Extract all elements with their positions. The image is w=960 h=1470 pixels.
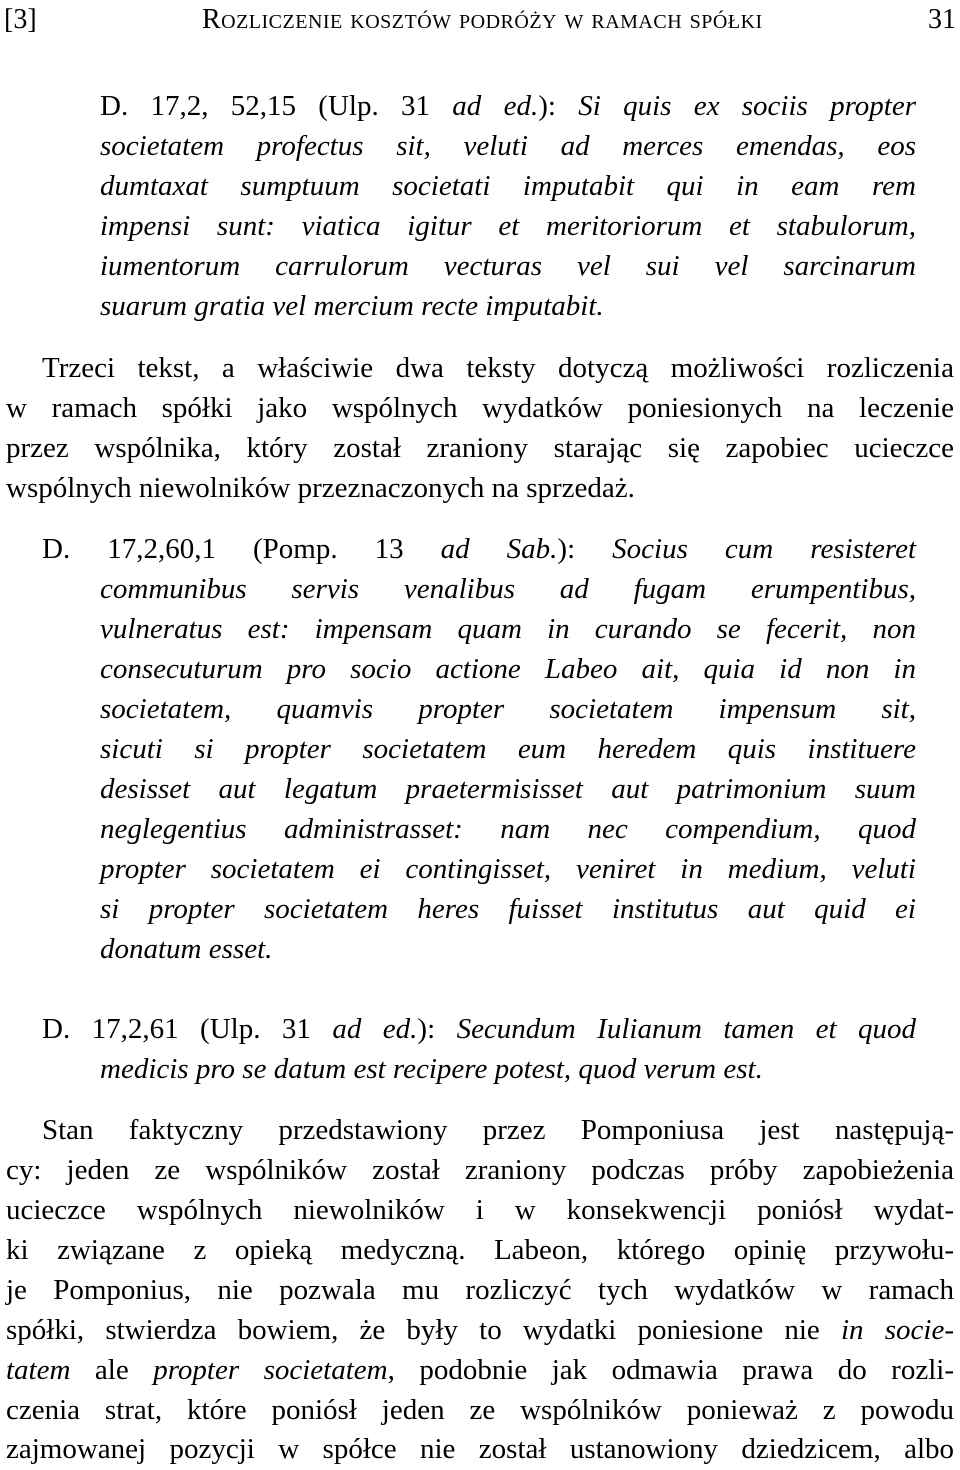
- section-number: [3]: [4, 4, 37, 35]
- source1-citation-end: ):: [538, 90, 579, 122]
- para2-line-6-italic: in socie-: [841, 1314, 954, 1346]
- para2-line-7-text-a: ale: [70, 1354, 154, 1386]
- source1-text: Si quis ex sociis propter: [578, 90, 917, 122]
- source3-line-2: medicis pro se datum est recipere potest, quod verum est.: [100, 1053, 763, 1085]
- source3-line-1: [42, 1009, 916, 1049]
- source2-line-9: propter societatem ei contingisset, veniret in medium, veluti: [100, 853, 916, 885]
- para2-line-9: zajmowanej pozycji w spółce nie został ustanowiony dziedzicem, albo: [6, 1433, 954, 1465]
- source2-citation-end: ):: [557, 533, 613, 565]
- para1-line-4: wspólnych niewolników przeznaczonych na sprzedaż.: [6, 472, 635, 504]
- source1-line-5: iumentorum carrulorum vecturas vel sui vel sarcinarum: [100, 250, 916, 282]
- source3-text: Secundum Iulianum tamen et quod: [456, 1013, 917, 1045]
- source2-text: Socius cum resisteret: [612, 533, 917, 565]
- source1-citation-italic: ad ed.: [452, 90, 539, 122]
- para2-line-6: [6, 1310, 954, 1350]
- source2-citation-italic: ad Sab.: [440, 533, 558, 565]
- para2-line-5: je Pomponius, nie pozwala mu rozliczyć tych wydatków w ramach: [6, 1274, 954, 1306]
- source1-line-4: impensi sunt: viatica igitur et meritoriorum et stabulorum,: [100, 210, 916, 242]
- source2-line-7: desisset aut legatum praetermisisset aut patrimonium suum: [100, 773, 916, 805]
- source2-line-2: communibus servis venalibus ad fugam erumpentibus,: [100, 573, 916, 605]
- source2-citation: D. 17,2,60,1 (Pomp. 13: [42, 533, 441, 565]
- source2-line-4: consecuturum pro socio actione Labeo ait, quia id non in: [100, 653, 916, 685]
- para1-line-3: przez wspólnika, który został zraniony starając się zapobiec ucieczce: [6, 432, 954, 464]
- source2-line-10: si propter societatem heres fuisset institutus aut quid ei: [100, 893, 916, 925]
- source1-line-2: societatem profectus sit, veluti ad merces emendas, eos: [100, 130, 916, 162]
- page-number: 31: [927, 4, 956, 35]
- source1-line-6: suarum gratia vel mercium recte imputabit.: [100, 290, 604, 322]
- para2-line-6-text: spółki, stwierdza bowiem, że były to wydatki poniesione nie: [6, 1314, 841, 1346]
- source2-line-3: vulneratus est: impensam quam in curando se fecerit, non: [100, 613, 916, 645]
- source2-line-1: [42, 529, 916, 569]
- source3-citation-end: ):: [417, 1013, 457, 1045]
- para2-line-7: [6, 1350, 954, 1390]
- source3-citation-italic: ad ed.: [332, 1013, 418, 1045]
- source1-line-3: dumtaxat sumptuum societati imputabit qui in eam rem: [100, 170, 916, 202]
- source2-line-11: donatum esset.: [100, 933, 273, 965]
- para2-line-1: Stan faktyczny przedstawiony przez Pomponiusa jest następują-: [42, 1114, 954, 1146]
- source3-citation: D. 17,2,61 (Ulp. 31: [42, 1013, 333, 1045]
- running-header: [4, 0, 956, 40]
- para2-line-3: ucieczce wspólnych niewolników i w konsekwencji poniósł wydat-: [6, 1194, 954, 1226]
- para2-line-7-italic-b: propter societatem: [153, 1354, 388, 1386]
- running-title: Rozliczenie kosztów podróży w ramach spółki: [201, 4, 763, 35]
- source1-citation: D. 17,2, 52,15 (Ulp. 31: [100, 90, 453, 122]
- para1-line-2: w ramach spółki jako wspólnych wydatków poniesionych na leczenie: [6, 392, 954, 424]
- source1-line-1: [100, 86, 916, 126]
- source2-line-8: neglegentius administrasset: nam nec compendium, quod: [100, 813, 916, 845]
- para2-line-8: czenia strat, które poniósł jeden ze wspólników ponieważ z powodu: [6, 1394, 954, 1426]
- source2-line-5: societatem, quamvis propter societatem impensum sit,: [100, 693, 916, 725]
- para1-line-1: Trzeci tekst, a właściwie dwa teksty dotyczą możliwości rozliczenia: [42, 352, 954, 384]
- para2-line-7-text-b: , podobnie jak odmawia prawa do rozli-: [387, 1354, 954, 1386]
- para2-line-2: cy: jeden ze wspólników został zraniony podczas próby zapobieżenia: [6, 1154, 954, 1186]
- para2-line-7-italic-a: tatem: [6, 1354, 71, 1386]
- para2-line-4: ki związane z opieką medyczną. Labeon, którego opinię przywołu-: [6, 1234, 954, 1266]
- source2-line-6: sicuti si propter societatem eum heredem quis instituere: [100, 733, 916, 765]
